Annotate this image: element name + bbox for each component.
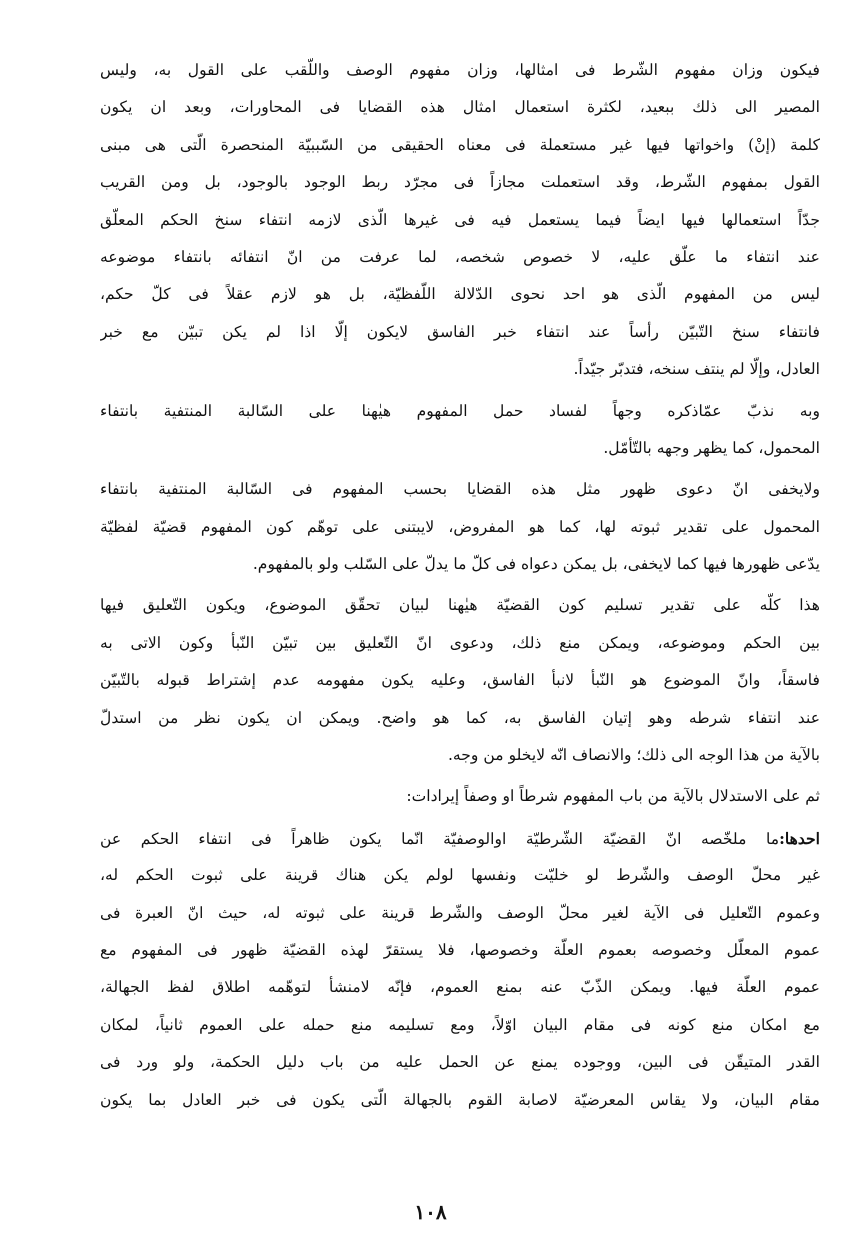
text-line: فاسقاً، وانّ الموضوع هو النّبأ لانبأ الفاسق، وعليه يكون مفهومه عدم إشتراط قبوله بالتّبيّن	[100, 671, 820, 690]
text-line: بالآية من هذا الوجه الى ذلك؛ والانصاف انّه لايخلو من وجه.	[447, 746, 820, 765]
text-line: عموم المعلّل وخصوصه بعموم العلّة وخصوصها، فلا يستقرّ لهذه القضيّة ظهور فى المفهوم مع	[100, 940, 820, 959]
paragraph	[100, 471, 820, 583]
text-line: يدّعى ظهورها فيها كما لايخفى، بل يمكن دعواه فى كلّ ما يدلّ على السّلب ولو بالمفهوم.	[252, 555, 820, 574]
page-body	[100, 52, 820, 1119]
text-line: فانتفاء سنخ التّبيّن رأساً عند انتفاء خبر الفاسق لايكون إلّا اذا لم يكن تبيّن مع خبر	[100, 322, 820, 341]
text-line: مع امكان منع كونه فى مقام البيان اوّلاً، ومع تسليمه منع حمله على العموم ثانياً، لمكان	[100, 1015, 820, 1034]
text-line: القدر المتيقّن فى البين، ووجوده يمنع عن الحمل عليه من باب دليل الحكمة، ولو ورد فى	[100, 1053, 820, 1072]
text-line: جدّاً استعمالها فيها ايضاً فيما يستعمل فيه فى غيرها الّذى لازمه انتفاء سنخ الحكم المعلّق	[100, 210, 820, 229]
paragraph	[100, 820, 820, 1119]
text-line: ولايخفى انّ دعوى ظهور مثل هذه القضايا بحسب المفهوم فى السّالبة المنتفية بانتفاء	[100, 480, 820, 499]
paragraph-lead: احدها:	[779, 828, 820, 848]
text-line: ليس من المفهوم الّذى هو احد نحوى الدّلالة اللّفظيّة، بل هو لازم عقلاً فى كلّ حكم،	[100, 285, 820, 304]
text-line: عموم العلّة فيها. ويمكن الذّبّ عنه بمنع العموم، فإنّه لامنشأ لتوهّمه اطلاق لفظ الجهالة،	[100, 978, 820, 997]
text-line: وعموم التّعليل فى الآية لغير محلّ الوصف والشّرط قرينة على ثبوته له، حيث انّ العبرة فى	[100, 903, 820, 922]
text-line: فيكون وزان مفهوم الشّرط فى امثالها، وزان مفهوم الوصف واللّقب على القول به، وليس	[100, 61, 820, 79]
text-line: عند انتفاء شرطه وهو إتيان الفاسق به، كما هو واضح. ويمكن ان يكون نظر من استدلّ	[100, 708, 820, 727]
paragraph	[100, 778, 820, 815]
text-line	[100, 820, 820, 857]
paragraph	[100, 587, 820, 774]
text-line: غير محلّ الوصف والشّرط لو خليّت ونفسها لولم يكن هناك قرينة على ثبوت الحكم له،	[100, 866, 820, 885]
text-line: القول بمفهوم الشّرط، وقد استعملت مجازاً فى مجرّد ربط الوجود بالوجود، بل ومن القريب	[100, 173, 820, 192]
text-line: ثم على الاستدلال بالآية من باب المفهوم شرطاً او وصفاً إيرادات:	[406, 787, 820, 806]
text-line: هذا كلّه على تقدير تسليم كون القضيّة هيٰهنا لبيان تحقّق الموضوع، ويكون التّعليق فيها	[100, 596, 820, 615]
text-line: كلمة (إنْ) واخواتها فيها غير مستعملة فى معناه الحقيقى من السّببيّة المنحصرة الّتى هى مبنى	[100, 135, 820, 154]
text-line: مقام البيان، ولا يقاس المعرضيّة لاصابة القوم بالجهالة الّتى يكون فى خبر العادل بما يكون	[100, 1090, 820, 1109]
paragraph	[100, 393, 820, 468]
text-line: بين الحكم وموضوعه، ويمكن منع ذلك، ودعوى انّ التّعليق بين تبيّن النّبأ وكون الاتى به	[100, 633, 820, 652]
text-line: وبه نذبّ عمّاذكره وجهاً لفساد حمل المفهوم هيٰهنا على السّالبة المنتفية بانتفاء	[100, 401, 820, 420]
paragraph	[100, 52, 820, 389]
page-number: ١٠٨	[414, 1200, 447, 1224]
text-line: المصير الى ذلك ببعيد، لكثرة استعمال امثال هذه القضايا فى المحاورات، وبعد ان يكون	[100, 98, 820, 117]
text-line: المحمول على تقدير ثبوته لها، كما هو المفروض، لايبتنى على توهّم كون المفهوم قضيّة لفظيّة	[100, 517, 820, 536]
text-line: عند انتفاء ما علّق عليه، لا خصوص شخصه، لما عرفت من انّ انتفائه بانتفاء موضوعه	[100, 247, 820, 266]
text-line: المحمول، كما يظهر وجهه بالتّأمّل.	[603, 438, 820, 457]
text-line: العادل، وإلّا لم ينتف سنخه، فتدبّر جيّداً.	[573, 360, 820, 379]
text-run: ما ملخّصه انّ القضيّة الشّرطيّة اوالوصفيّة انّما يكون ظاهراً فى انتفاء الحكم عن	[100, 829, 780, 848]
